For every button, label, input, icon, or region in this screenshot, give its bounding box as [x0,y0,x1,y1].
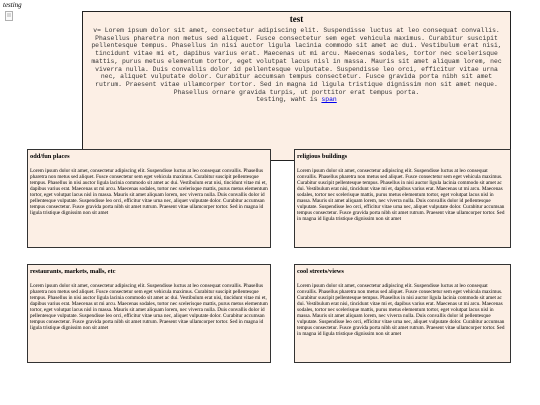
header-box [82,11,511,161]
card-odd-fun-places [27,149,271,248]
span-link[interactable]: span [321,96,337,104]
page-caption: testing [3,1,22,9]
card-religious-buildings [294,149,511,248]
header-footer-text: testing, waht is [256,96,322,104]
card-text: Lorem ipsum dolor sit amet, consectetur adipiscing elit. Suspendisse luctus at leo consequat convallis. Phasellus pharetra non metus sed aliquet. Fusce consectetur sem eget vehicula maximus. Curabitur suscipit pellentesque tempus. Phasellus in nisi auctor ligula lacinia commodo sit amet ac dui. Vestibulum erat nisi, tincidunt vitae mi et, dapibus varius erat. Maecenas ut mi arcu. Maecenas sodales, tortor nec scelerisque mattis, purus metus elementum tortor, eget volutpat lacus nisl in massa. Mauris sit amet aliquam lorem, nec viverra nulla. Duis convallis dolor id pellentesque vulputate. Suspendisse leo orci, efficitur vitae urna nec, aliquet vulputate dolor. Curabitur accumsan tempus consectetur. Fusce gravida porta nibh sit amet rutrum. Praesent vitae ullamcorper tortor. Sed in magna id ligula tristique dignissim non sit amet [297,168,505,223]
card-text: Lorem ipsum dolor sit amet, consectetur adipiscing elit. Suspendisse luctus at leo consequat convallis. Phasellus pharetra non metus sed aliquet. Fusce consectetur sem eget vehicula maximus. Curabitur suscipit pellentesque tempus. Phasellus in nisi auctor ligula lacinia commodo sit amet ac dui. Vestibulum erat nisi, tincidunt vitae mi et, dapibus varius erat. Maecenas ut mi arcu. Maecenas sodales, tortor nec scelerisque mattis, purus metus elementum tortor, eget volutpat lacus nisl in massa. Mauris sit amet aliquam lorem, nec viverra nulla. Duis convallis dolor id pellentesque vulputate. Suspendisse leo orci, efficitur vitae urna nec, aliquet vulputate dolor. Curabitur accumsan tempus consectetur. Fusce gravida porta nibh sit amet rutrum. Praesent vitae ullamcorper tortor. Sed in magna id ligula tristique dignissim non sit amet [297,283,505,338]
card-restaurants-markets [27,264,271,363]
card-cool-streets [294,264,511,363]
card-title: religious buildings [297,153,348,160]
card-title: odd/fun places [30,153,70,160]
card-text: Lorem ipsum dolor sit amet, consectetur adipiscing elit. Suspendisse luctus at leo consequat convallis. Phasellus pharetra non metus sed aliquet. Fusce consectetur sem eget vehicula maximus. Curabitur suscipit pellentesque tempus. Phasellus in nisi auctor ligula lacinia commodo sit amet ac dui. Vestibulum erat nisi, tincidunt vitae mi et, dapibus varius erat. Maecenas ut mi arcu. Maecenas sodales, tortor nec scelerisque mattis, purus metus elementum tortor, eget volutpat lacus nisl in massa. Mauris sit amet aliquam lorem, nec viverra nulla. Duis convallis dolor id pellentesque vulputate. Suspendisse leo orci, efficitur vitae urna nec, aliquet vulputate dolor. Curabitur accumsan tempus consectetur. Fusce gravida porta nibh sit amet rutrum. Praesent vitae ullamcorper tortor. Sed in magna id ligula tristique dignissim non sit amet [30,168,268,217]
broken-image-icon [5,11,13,21]
card-text: Lorem ipsum dolor sit amet, consectetur adipiscing elit. Suspendisse luctus at leo consequat convallis. Phasellus pharetra non metus sed aliquet. Fusce consectetur sem eget vehicula maximus. Curabitur suscipit pellentesque tempus. Phasellus in nisi auctor ligula lacinia commodo sit amet ac dui. Vestibulum erat nisi, tincidunt vitae mi et, dapibus varius erat. Maecenas ut mi arcu. Maecenas sodales, tortor nec scelerisque mattis, purus metus elementum tortor, eget volutpat lacus nisl in massa. Mauris sit amet aliquam lorem, nec viverra nulla. Duis convallis dolor id pellentesque vulputate. Suspendisse leo orci, efficitur vitae urna nec, aliquet vulputate dolor. Curabitur accumsan tempus consectetur. Fusce gravida porta nibh sit amet rutrum. Praesent vitae ullamcorper tortor. Sed in magna id ligula tristique dignissim non sit amet [30,283,268,332]
card-title: restaurants, markets, malls, etc [30,268,116,275]
header-body-text: v= Lorem ipsum dolor sit amet, consectetur adipiscing elit. Suspendisse luctus at leo consequat convallis. Phasellus pharetra non metus sed aliquet. Fusce consectetur sem eget vehicula maximus. Curabitur suscipit pellentesque tempus. Phasellus in nisi auctor ligula lacinia commodo sit amet ac dui. Vestibulum erat nisi, tincidunt vitae mi et, dapibus varius erat. Maecenas ut mi arcu. Maecenas sodales, tortor nec scelerisque mattis, purus metus elementum tortor, eget volutpat lacus nisl in massa. Mauris sit amet aliquam lorem, nec viverra nulla. Duis convallis dolor id pellentesque vulputate. Suspendisse leo orci, efficitur vitae urna nec, aliquet vulputate dolor. Curabitur accumsan tempus consectetur. Fusce gravida porta nibh sit amet rutrum. Praesent vitae ullamcorper tortor. Sed in magna id ligula tristique dignissim non sit amet neque. Phasellus ornare gravida turpis, ut porttitor erat tempus porta. [91,27,502,96]
header-title: test [289,14,304,24]
header-body-container [83,27,510,104]
card-title: cool streets/views [297,268,344,275]
